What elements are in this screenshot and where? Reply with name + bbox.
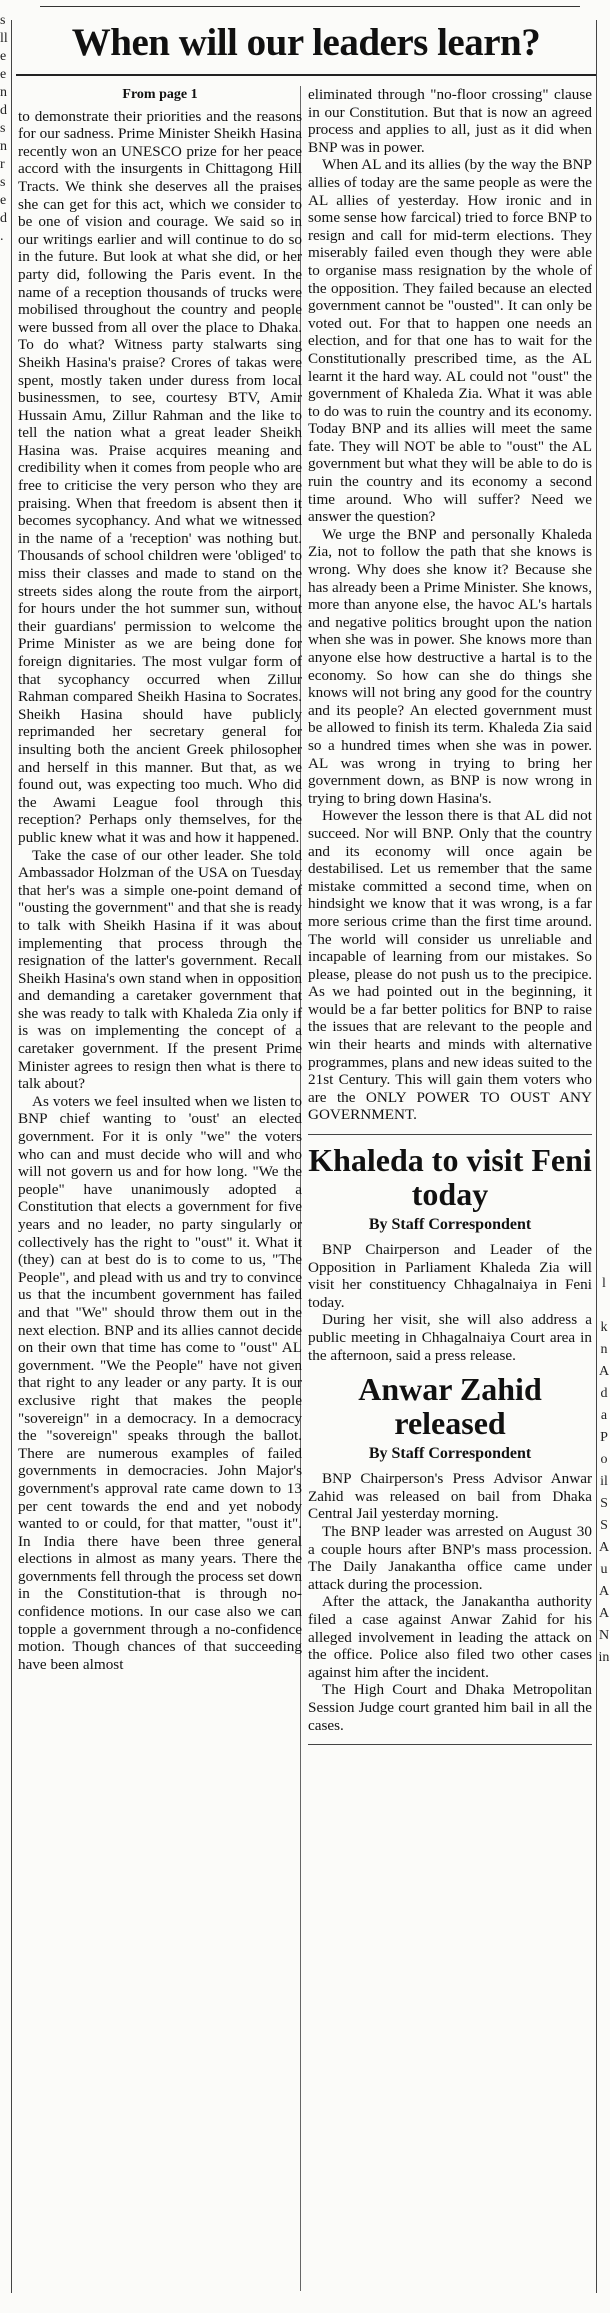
feni-byline: By Staff Correspondent [368,1216,532,1234]
end-rule [308,1744,592,1745]
jump-line: From page 1 [122,87,198,102]
anwar-zahid-paragraph: After the attack, the Janakantha authority filed a case against Anwar Zahid for his alleged involvement in leading the attack on the office. Police also filed two other cases against him after the incident. [308,1593,592,1681]
anwar-zahid-paragraph: The BNP leader was arrested on August 30 a couple hours after BNP's mass procession. The Daily Janakantha office came under attack during the procession. [308,1522,592,1593]
edge-fragment: A [598,1606,610,1621]
edge-fragment: d [600,1386,608,1401]
edge-fragment: . [0,229,4,244]
left-edge-fragments [0,12,10,246]
edge-fragment: k [600,1320,608,1335]
right-column-rule [596,20,597,2293]
anwar-zahid-paragraph: BNP Chairperson's Press Advisor Anwar Zahid was released on bail from Dhaka Central Jail yesterday morning. [308,1470,592,1523]
editorial-paragraph: However the lesson there is that AL did not succeed. Nor will BNP. Only that the country and its economy will once again be destabilised. Let us remember that the same mistake committed a second time, when on hindsight we know that it was wrong, is a far more serious crime than the first time around. The world will consider us unreliable and incapable of learning from our mistakes. So please, please do not push us to the precipice. As we had pointed out in the beginning, it would be a far better politics for BNP to raise the issues that are relevant to the people and win their hearts and minds with alternative programmes, plans and new ideas suited to the 21st Century. This will gain them voters who are the ONLY POWER TO OUST ANY GOVERNMENT. [308,807,592,1124]
main-headline: When will our leaders learn? [71,21,541,64]
feni-paragraph: During her visit, she will also address a public meeting in Chhagalnaiya Court area in the afternoon, said a press release. [308,1311,592,1364]
edge-fragment: il [600,1474,608,1489]
edge-fragment: A [598,1584,610,1599]
edge-fragment: d [0,211,7,226]
edge-fragment [598,1297,610,1319]
edge-fragment: s [0,175,6,190]
editorial-column-2 [308,86,592,1745]
edge-fragment: u [600,1562,608,1577]
edge-fragment: N [598,1628,610,1643]
edge-fragment: n [600,1342,608,1357]
edge-fragment: e [0,193,7,208]
editorial-paragraph: Take the case of our other leader. She told Ambassador Holzman of the USA on Tuesday that her's was a simple one-point demand of "ousting the government" and that she is ready to talk with Sheikh Hasina if it was about implementing that process through the resignation of the latter's government. Recall Sheikh Hasina's own stand when in opposition and demanding a caretaker government that she was ready to talk with Khaleda Zia only if is was on implementing the concept of a caretaker government. If the present Prime Minister agrees to resign then what is there to talk about? [18,846,302,1093]
anwar-zahid-byline: By Staff Correspondent [368,1445,532,1463]
feni-paragraph: BNP Chairperson and Leader of the Opposition in Parliament Khaleda Zia will visit her constituency Chhagalnaiya in Feni today. [308,1241,592,1311]
top-rule [40,6,580,7]
story-divider [308,1134,592,1135]
edge-fragment: s [0,13,6,28]
edge-fragment: ll [0,31,8,46]
edge-fragment: n [0,139,7,154]
edge-fragment: s [0,121,6,136]
editorial-paragraph: As voters we feel insulted when we listen to BNP chief wanting to 'oust' an elected government. For it is only "we" the voters who can and must decide who will and who will not govern us and for how long. "We the people" have unanimously adopted a Constitution that elects a government for five years and no leader, no party singularly or collectively has the right to "oust" it. What it (they) can at best do is to come to us, "The People", and plead with us and try to convince us that the incumbent government has failed and that "We" should throw them out in the next election. BNP and its allies cannot decide on their own that time has come to "oust" AL government. "We the People" have not given that right to any leader or any party. It is our exclusive right that makes the people "sovereign" in a democracy. In a democracy the "sovereign" speaks through the ballot. There are numerous examples of failed governments in democracies. John Major's government's approval rate came down to 13 per cent towards the end and yet nobody wanted to or could, for that matter, "oust it". In India there have been three general elections in almost as many years. There the governments fell through the process set down in the Constitution-that is through no-confidence motions. In our case also we can topple a government through a no-confidence motion. Though chances of that succeeding have been almost [18,1092,302,1673]
edge-fragment: in [598,1650,610,1665]
top-edge [0,0,610,10]
edge-fragment: e [0,49,7,64]
edge-fragment: r [0,157,5,172]
editorial-paragraph: to demonstrate their priorities and the reasons for our sadness. Prime Minister Sheikh Hasina recently won an UNESCO prize for her peace accord with the insurgents in Chittagong Hill Tracts. We think she deserves all the praises she can get for this act, which we consider to be one of vision and courage. We said so in our writings earlier and will continue to do so in the future. But look at what she did, or her party did, following the Paris event. In the name of a reception thousands of trucks were mobilised throughout the country and people were bussed from all over the place to Dhaka. To do what? Witness party stalwarts sing Sheikh Hasina's praise? Crores of takas were spent, mostly taken under duress from local businessmen, to see, courtesy BTV, Amir Hussain Amu, Zillur Rahman and the like to tell the nation what a great leader Sheikh Hasina was. Praise acquires meaning and credibility when it comes from people who are free to criticise the very person who they are praising. When that freedom is absent then it becomes sycophancy. And what we witnessed in the name of a 'reception' was nothing but. Thousands of school children were 'obliged' to miss their classes and made to stand on the streets sides along the route from the airport, for hours under the hot summer sun, without their guardians' permission to welcome the Prime Minister as we are being done for foreign dignitaries. The most vulgar form of that sycophancy occurred when Zillur Rahman compared Sheikh Hasina to Socrates. Sheikh Hasina should have publicly reprimanded her secretary general for insulting both the ancient Greek philosopher and herself in this manner. But that, as we found out, was expecting too much. Who did the Awami League fool through this reception? Perhaps only themselves, for the public knew what it was and how it happened. [18,107,302,846]
left-column-rule [11,20,12,2293]
editorial-paragraph: We urge the BNP and personally Khaleda Zia, not to follow the path that she knows is wrong. Why does she know it? Because she has already been a Prime Minister. She knows, more than anyone else, the havoc AL's hartals and negative politics brought upon the nation when she was in power. She knows more than anyone else how destructive a hartal is to the economy. So how can she do things she knows will not bring any good for the country and its people? An elected government must be allowed to finish its term. Khaleda Zia said so a hundred times when she was in power. AL was wrong in trying to bring her government down, as BNP is now wrong in trying to bring down Hasina's. [308,525,592,807]
edge-fragment: P [600,1430,608,1445]
edge-fragment: A [598,1540,610,1555]
editorial-paragraph: eliminated through "no-floor crossing" clause in our Constitution. But that is now an agreed process and applies to all, just as it did when BNP was in power. [308,86,592,156]
edge-fragment: A [598,1364,610,1379]
headline-box [16,14,596,76]
edge-fragment: l [602,1276,606,1291]
edge-fragment: S [600,1496,608,1511]
edge-fragment: n [0,85,7,100]
right-edge-fragments [598,1275,610,1671]
anwar-zahid-paragraph: The High Court and Dhaka Metropolitan Session Judge court granted him bail in all the cases. [308,1681,592,1734]
edge-fragment: S [600,1518,608,1533]
editorial-column-1 [18,86,302,1673]
anwar-zahid-headline: Anwar Zahid released [358,1371,542,1442]
feni-headline: Khaleda to visit Feni today [308,1142,592,1213]
edge-fragment: e [0,67,7,82]
editorial-paragraph: When AL and its allies (by the way the BNP allies of today are the same people as were the AL allies of yesterday. How ironic and in some sense how farcical) tried to force BNP to resign and call for mid-term elections. They miserably failed even though they were able to organise mass resignation by the whole of the opposition. They failed because an elected government cannot be "ousted". It can only be voted out. For that to happen one needs an election, and for that one has to wait for the Constitutionally prescribed time, as the AL learnt it the hard way. AL could not "oust" the government of Khaleda Zia. What it was able to do was to ruin the country and its economy. Today BNP and its allies will meet the same fate. They will NOT be able to "oust" the AL government but what they will be able to do is ruin the country and its economy a second time around. Who will suffer? Need we answer the question? [308,156,592,526]
edge-fragment: a [600,1408,608,1423]
edge-fragment: d [0,103,7,118]
edge-fragment: o [600,1452,608,1467]
